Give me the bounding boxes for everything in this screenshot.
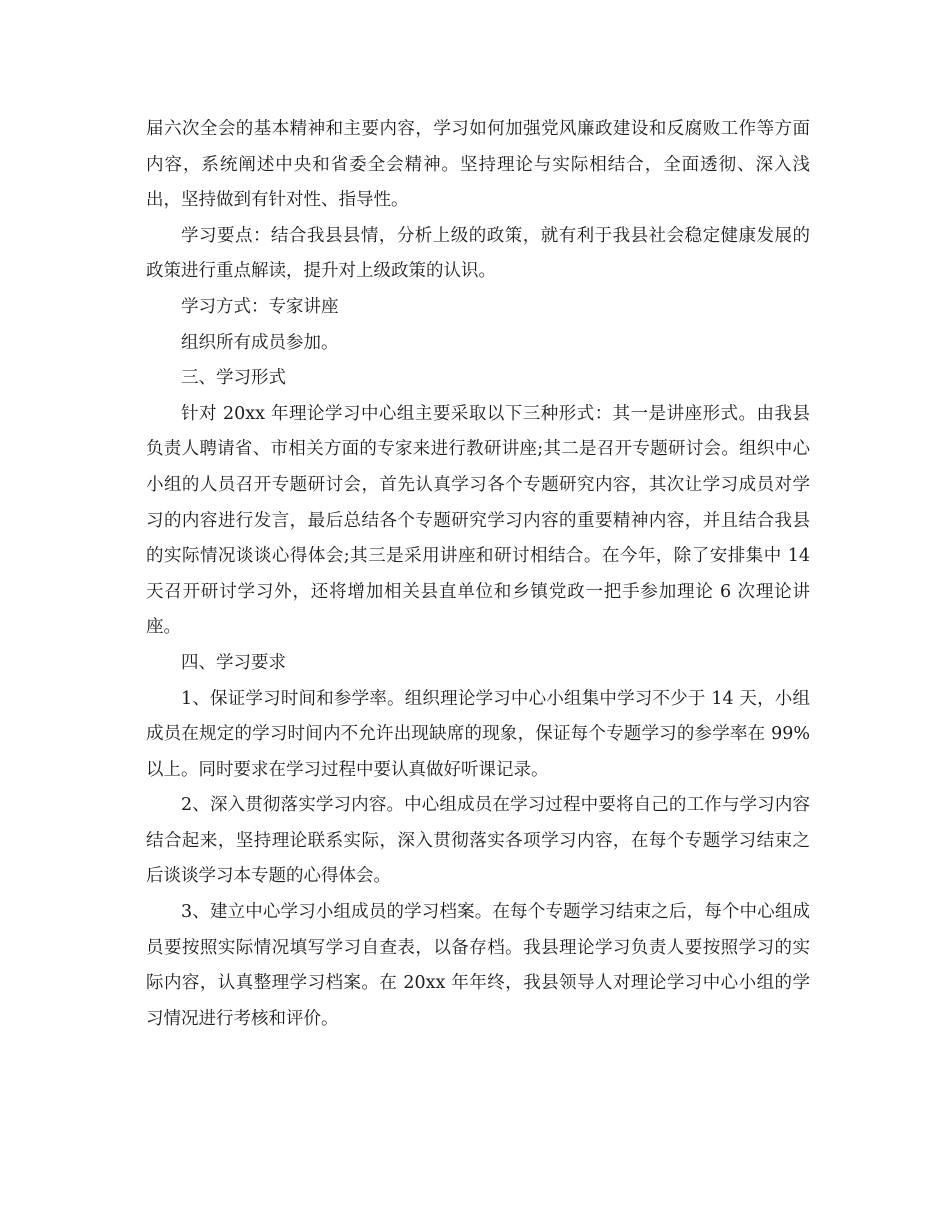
paragraph-study-forms: 针对 20xx 年理论学习中心组主要采取以下三种形式：其一是讲座形式。由我县负责人聘请省、市相关方面的专家来进行教研讲座;其二是召开专题研讨会。组织中心小组的人员召开专题研讨会，首先认真学习各个专题研究内容，其次让学习成员对学习的内容进行发言，最后总结各个专题研究学习内容的重要精神内容，并且结合我县的实际情况谈谈心得体会;其三是采用讲座和研讨相结合。在今年，除了安排集中 14 天召开研讨学习外，还将增加相关县直单位和乡镇党政一把手参加理论 6 次理论讲座。 [146, 403, 810, 638]
paragraph-requirement-1: 1、保证学习时间和参学率。组织理论学习中心小组集中学习不少于 14 天，小组成员在规定的学习时间内不允许出现缺席的现象，保证每个专题学习的参学率在 99%以上。同时要求在学习过程中要认真做好听课记录。 [146, 688, 810, 780]
paragraph-study-points: 学习要点：结合我县县情，分析上级的政策，就有利于我县社会稳定健康发展的政策进行重点解读，提升对上级政策的认识。 [146, 225, 810, 282]
section-heading-study-requirements: 四、学习要求 [181, 652, 286, 673]
paragraph-study-method: 学习方式：专家讲座 [181, 296, 339, 317]
paragraph-requirement-2: 2、深入贯彻落实学习内容。中心组成员在学习过程中要将自己的工作与学习内容结合起来，坚持理论联系实际，深入贯彻落实各项学习内容，在每个专题学习结束之后谈谈学习本专题的心得体会。 [146, 795, 810, 887]
paragraph-participants: 组织所有成员参加。 [181, 332, 339, 353]
section-heading-study-form: 三、学习形式 [181, 368, 286, 389]
paragraph-requirement-3: 3、建立中心学习小组成员的学习档案。在每个专题学习结束之后，每个中心组成员要按照实际情况填写学习自查表，以备存档。我县理论学习负责人要按照学习的实际内容，认真整理学习档案。在 20xx 年年终，我县领导人对理论学习中心小组的学习情况进行考核和评价。 [146, 902, 810, 1029]
document-body [146, 112, 810, 1037]
paragraph-continuation: 届六次全会的基本精神和主要内容，学习如何加强党风廉政建设和反腐败工作等方面内容，系统阐述中央和省委全会精神。坚持理论与实际相结合，全面透彻、深入浅出，坚持做到有针对性、指导性。 [146, 119, 810, 211]
